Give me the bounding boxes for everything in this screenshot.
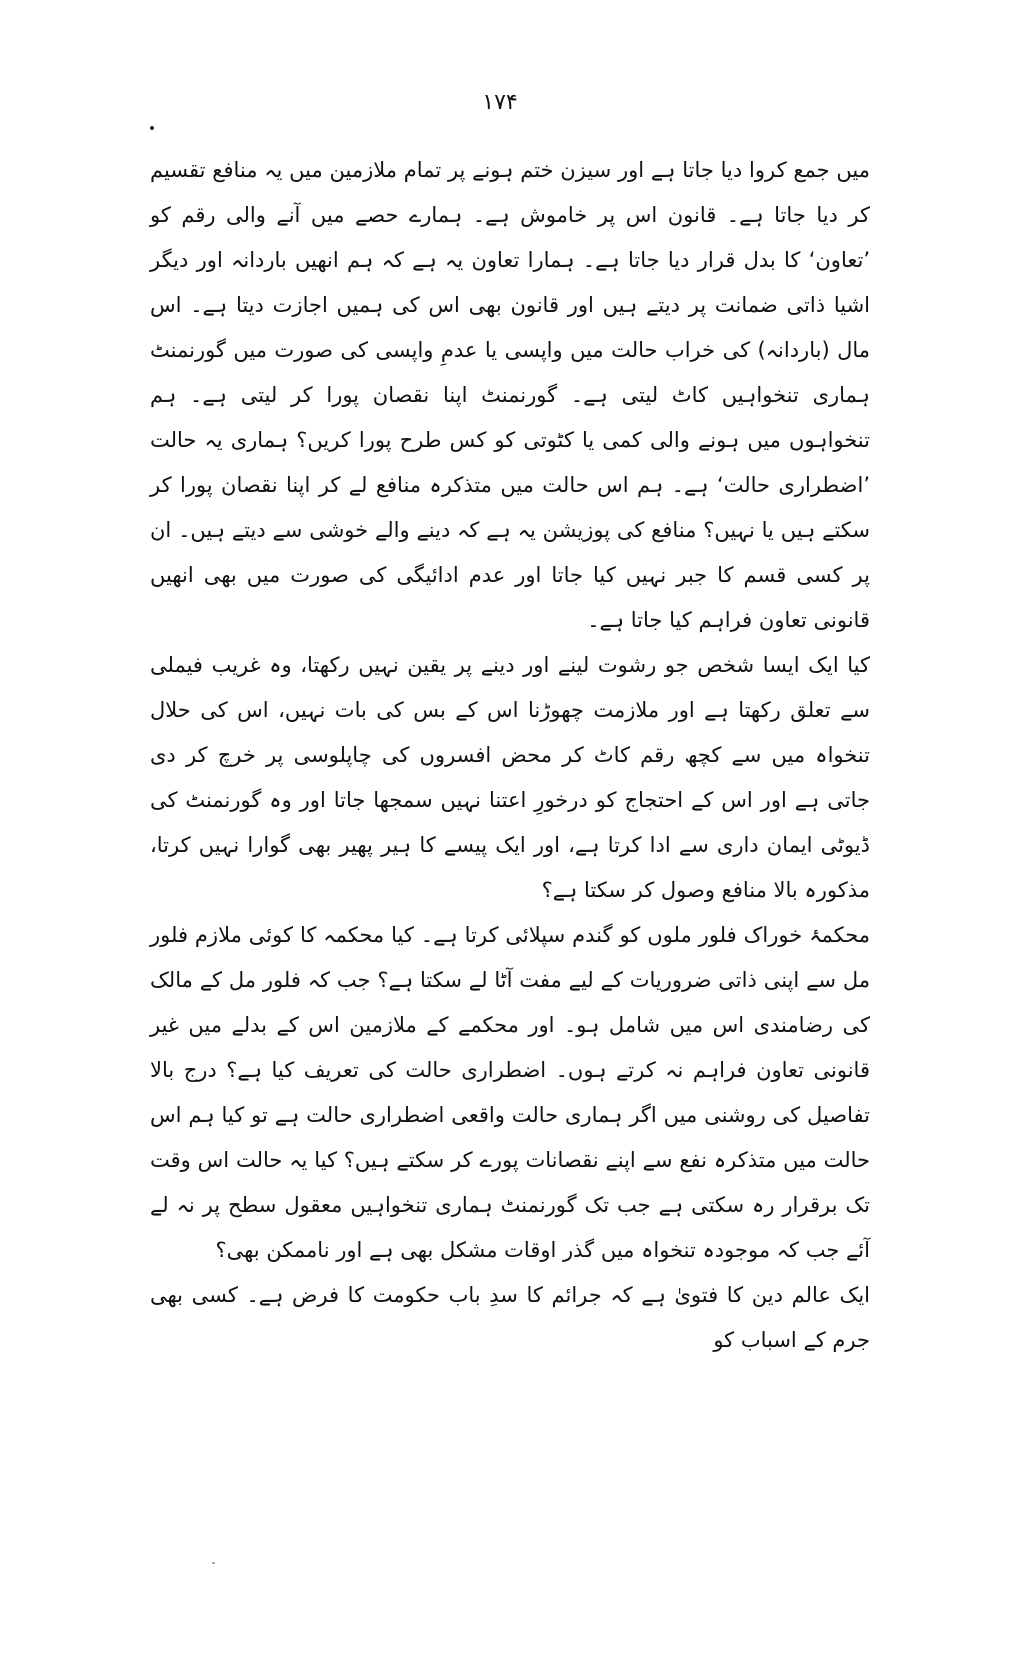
page-number: ۱۷۴ — [482, 90, 518, 115]
paragraph: ایک عالم دین کا فتویٰ ہے کہ جرائم کا سدِ باب حکومت کا فرض ہے۔ کسی بھی جرم کے اسباب کو — [150, 1283, 870, 1352]
paragraph: کیا ایک ایسا شخص جو رشوت لینے اور دینے پر یقین نہیں رکھتا، وہ غریب فیملی سے تعلق رکھتا ہے اور ملازمت چھوڑنا اس کے بس کی بات نہیں، اس کی حلال تنخواہ میں سے کچھ رقم کاٹ کر محض افسروں کی چاپلوسی پر خرچ کر دی جاتی ہے اور اس کے احتجاج کو درخورِ اعتنا نہیں سمجھا جاتا اور وہ گورنمنٹ کی ڈیوٹی ایمان داری سے ادا کرتا ہے، اور ایک پیسے کا ہیر پھیر بھی گوارا نہیں کرتا، مذکورہ بالا منافع وصول کر سکتا ہے؟ — [150, 653, 870, 902]
speck-mark — [150, 126, 154, 130]
body-text — [150, 148, 870, 1363]
speck-mark — [212, 1562, 215, 1564]
paragraph: محکمۂ خوراک فلور ملوں کو گندم سپلائی کرتا ہے۔ کیا محکمہ کا کوئی ملازم فلور مل سے اپنی ذاتی ضروریات کے لیے مفت آٹا لے سکتا ہے؟ جب کہ فلور مل کے مالک کی رضامندی اس میں شامل ہو۔ اور محکمے کے ملازمین اس کے بدلے میں غیر قانونی تعاون فراہم نہ کرتے ہوں۔ اضطراری حالت کی تعریف کیا ہے؟ درج بالا تفاصیل کی روشنی میں اگر ہماری حالت واقعی اضطراری حالت ہے تو کیا ہم اس حالت میں متذکرہ نفع سے اپنے نقصانات پورے کر سکتے ہیں؟ کیا یہ حالت اس وقت تک برقرار رہ سکتی ہے جب تک گورنمنٹ ہماری تنخواہیں معقول سطح پر نہ لے آئے جب کہ موجودہ تنخواہ میں گذر اوقات مشکل بھی ہے اور ناممکن بھی؟ — [150, 923, 870, 1262]
paragraph: میں جمع کروا دیا جاتا ہے اور سیزن ختم ہونے پر تمام ملازمین میں یہ منافع تقسیم کر دیا جاتا ہے۔ قانون اس پر خاموش ہے۔ ہمارے حصے میں آنے والی رقم کو ’تعاون‘ کا بدل قرار دیا جاتا ہے۔ ہمارا تعاون یہ ہے کہ ہم انھیں باردانہ اور دیگر اشیا ذاتی ضمانت پر دیتے ہیں اور قانون بھی اس کی ہمیں اجازت دیتا ہے۔ اس مال (باردانہ) کی خراب حالت میں واپسی یا عدمِ واپسی کی صورت میں گورنمنٹ ہماری تنخواہیں کاٹ لیتی ہے۔ گورنمنٹ اپنا نقصان پورا کر لیتی ہے۔ ہم تنخواہوں میں ہونے والی کمی یا کٹوتی کو کس طرح پورا کریں؟ ہماری یہ حالت ’اضطراری حالت‘ ہے۔ ہم اس حالت میں متذکرہ منافع لے کر اپنا نقصان پورا کر سکتے ہیں یا نہیں؟ منافع کی پوزیشن یہ ہے کہ دینے والے خوشی سے دیتے ہیں۔ ان پر کسی قسم کا جبر نہیں کیا جاتا اور عدم ادائیگی کی صورت میں بھی انھیں قانونی تعاون فراہم کیا جاتا ہے۔ — [150, 158, 870, 632]
